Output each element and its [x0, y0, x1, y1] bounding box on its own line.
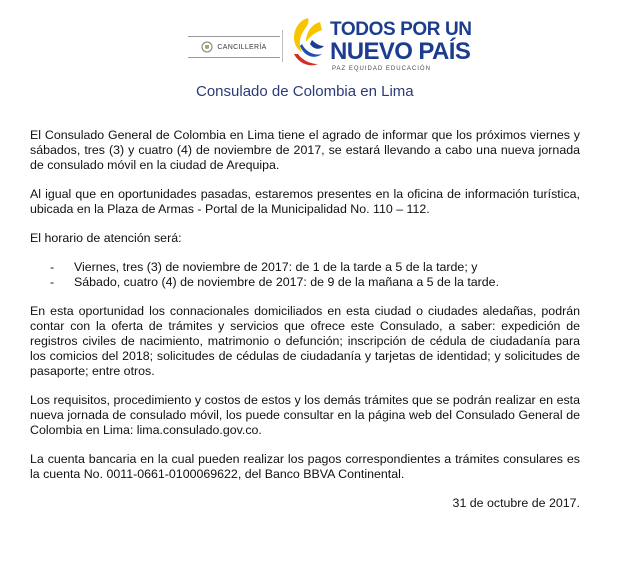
letterhead — [0, 0, 619, 115]
schedule-list — [30, 260, 580, 290]
brand-line-2: NUEVO PAÍS — [330, 38, 471, 65]
schedule-friday: Viernes, tres (3) de noviembre de 2017: de 1 de la tarde a 5 de la tarde; y — [74, 260, 478, 274]
todos-por-un-nuevo-pais-emblem-icon — [288, 14, 328, 74]
list-item: - Sábado, cuatro (4) de noviembre de 2017: de 9 de la mañana a 5 de la tarde. — [50, 275, 500, 289]
coat-of-arms-icon — [201, 41, 213, 53]
paragraph-schedule-intro: El horario de atención será: — [30, 231, 182, 245]
paragraph-requirements: Los requisitos, procedimiento y costos de estos y los demás trámites que se podrán realizar en esta nueva jornada de consulado móvil, los puede consultar en la página web del Consulado General de Colombia en Lima: lima.consulado.gov.co. — [30, 393, 580, 437]
consulado-title: Consulado de Colombia en Lima — [196, 83, 414, 100]
brand-line-1: TODOS POR UN — [330, 19, 472, 40]
schedule-saturday: Sábado, cuatro (4) de noviembre de 2017: de 9 de la mañana a 5 de la tarde. — [74, 275, 500, 289]
paragraph-services: En esta oportunidad los connacionales domiciliados en esta ciudad o ciudades aledañas, podrán contar con la oferta de trámites y servicios que ofrece este Consulado, a saber: expedición de registros civiles de nacimiento, matrimonio o defunción; inscripción de cédula de ciudadanía para los comicios del 2018; solicitudes de cédulas de ciudadanía y tarjetas de identidad; y solicitudes de pasaporte; entre otros. — [30, 304, 580, 378]
list-item: - Viernes, tres (3) de noviembre de 2017: de 1 de la tarde a 5 de la tarde; y — [50, 260, 478, 274]
brand-tagline: PAZ EQUIDAD EDUCACIÓN — [332, 66, 431, 72]
cancilleria-logo — [188, 36, 280, 58]
notice-date: 31 de octubre de 2017. — [452, 496, 580, 510]
cancilleria-label: CANCILLERÍA — [217, 43, 267, 51]
notice-body — [30, 128, 580, 511]
paragraph-announcement: El Consulado General de Colombia en Lima tiene el agrado de informar que los próximos viernes y sábados, tres (3) y cuatro (4) de noviembre de 2017, se estará llevando a cabo una nueva jornada de consulado móvil en la ciudad de Arequipa. — [30, 128, 580, 172]
paragraph-bank-account: La cuenta bancaria en la cual pueden realizar los pagos correspondientes a trámites consulares es la cuenta No. 0011-0661-0100069622, del Banco BBVA Continental. — [30, 452, 580, 481]
logo-divider — [282, 30, 283, 62]
paragraph-location: Al igual que en oportunidades pasadas, estaremos presentes en la oficina de información turística, ubicada en la Plaza de Armas - Portal de la Municipalidad No. 110 – 112. — [30, 187, 580, 216]
